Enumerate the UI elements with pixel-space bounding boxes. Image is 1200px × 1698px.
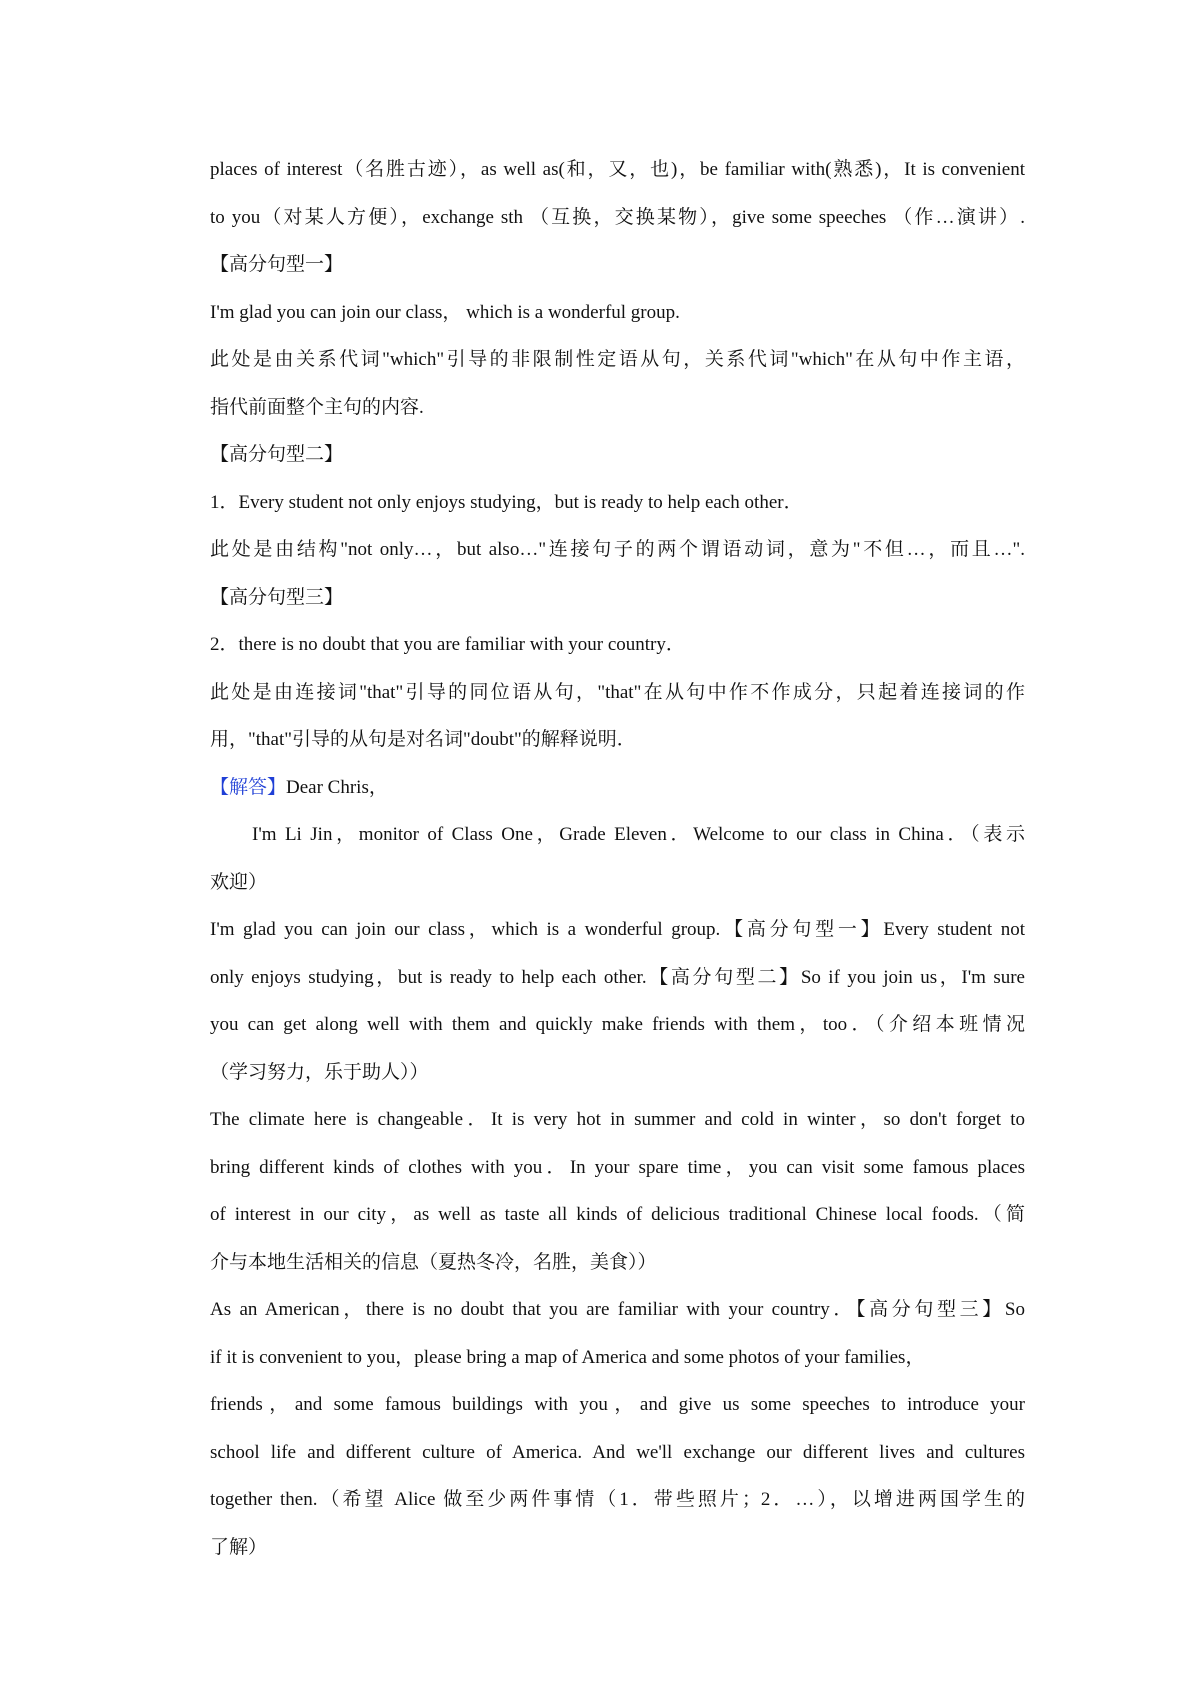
document-body bbox=[210, 153, 1025, 1578]
section-heading: 【高分句型三】 bbox=[210, 586, 344, 608]
section-heading: 【高分句型二】 bbox=[210, 444, 344, 465]
text-line: of interest in our city，as well as taste all kinds of delicious traditional Chinese local foods.（简 bbox=[210, 1204, 1025, 1225]
text-line: 1．Every student not only enjoys studying，but is ready to help each other． bbox=[210, 491, 803, 513]
answer-line bbox=[210, 771, 1025, 819]
text-line: I'm glad you can join our class， which is a wonderful group. bbox=[210, 301, 680, 323]
section-heading: 【高分句型一】 bbox=[210, 254, 344, 275]
text-line: 此处是由连接词"that"引导的同位语从句，"that"在从句中作不作成分，只起着连接词的作 bbox=[210, 681, 1025, 703]
text-line: places of interest（名胜古迹），as well as(和，又，也)，be familiar with(熟悉)，It is convenient bbox=[210, 159, 1025, 180]
text-line: I'm glad you can join our class，which is a wonderful group.【高分句型一】Every student not bbox=[210, 919, 1025, 940]
text-line: bring different kinds of clothes with you．In your spare time，you can visit some famous places bbox=[210, 1156, 1025, 1178]
text-line: 介与本地生活相关的信息（夏热冬冷，名胜，美食）） bbox=[210, 1251, 657, 1273]
text-line: if it is convenient to you，please bring a map of America and some photos of your families， bbox=[210, 1346, 925, 1368]
text-line: 了解） bbox=[210, 1536, 268, 1558]
answer-tag: 【解答】 bbox=[210, 776, 287, 798]
text-line: you can get along well with them and quickly make friends with them，too．（介绍本班情况 bbox=[210, 1014, 1025, 1035]
text-line: only enjoys studying，but is ready to help each other.【高分句型二】So if you join us，I'm sure bbox=[210, 966, 1025, 988]
text-line: 欢迎） bbox=[210, 871, 268, 893]
text-line: 用，"that"引导的从句是对名词"doubt"的解释说明． bbox=[210, 729, 636, 750]
text-line: school life and different culture of America. And we'll exchange our different lives and cultures bbox=[210, 1441, 1025, 1463]
text-line: 此处是由结构"not only…，but also…"连接句子的两个谓语动词，意为"不但…，而且…". bbox=[210, 539, 1025, 560]
text-line: 此处是由关系代词"which"引导的非限制性定语从句，关系代词"which"在从句中作主语， bbox=[210, 349, 1025, 370]
text-line: 指代前面整个主句的内容. bbox=[210, 396, 424, 418]
text-line: to you（对某人方便），exchange sth （互换，交换某物），give some speeches （作…演讲）. bbox=[210, 206, 1025, 228]
text-line: I'm Li Jin，monitor of Class One，Grade Eleven．Welcome to our class in China．（表示 bbox=[252, 824, 1025, 845]
salutation: Dear Chris， bbox=[286, 776, 388, 798]
text-line: together then.（希望 Alice 做至少两件事情（1．带些照片；2．…），以增进两国学生的 bbox=[210, 1489, 1025, 1510]
text-line: （学习努力，乐于助人）） bbox=[210, 1061, 429, 1083]
text-line: 2．there is no doubt that you are familiar with your country． bbox=[210, 634, 685, 655]
text-line: As an American，there is no doubt that you are familiar with your country．【高分句型三】So bbox=[210, 1299, 1025, 1320]
text-line: friends，and some famous buildings with you，and give us some speeches to introduce your bbox=[210, 1394, 1025, 1415]
text-line: The climate here is changeable．It is very hot in summer and cold in winter，so don't forget to bbox=[210, 1109, 1025, 1130]
